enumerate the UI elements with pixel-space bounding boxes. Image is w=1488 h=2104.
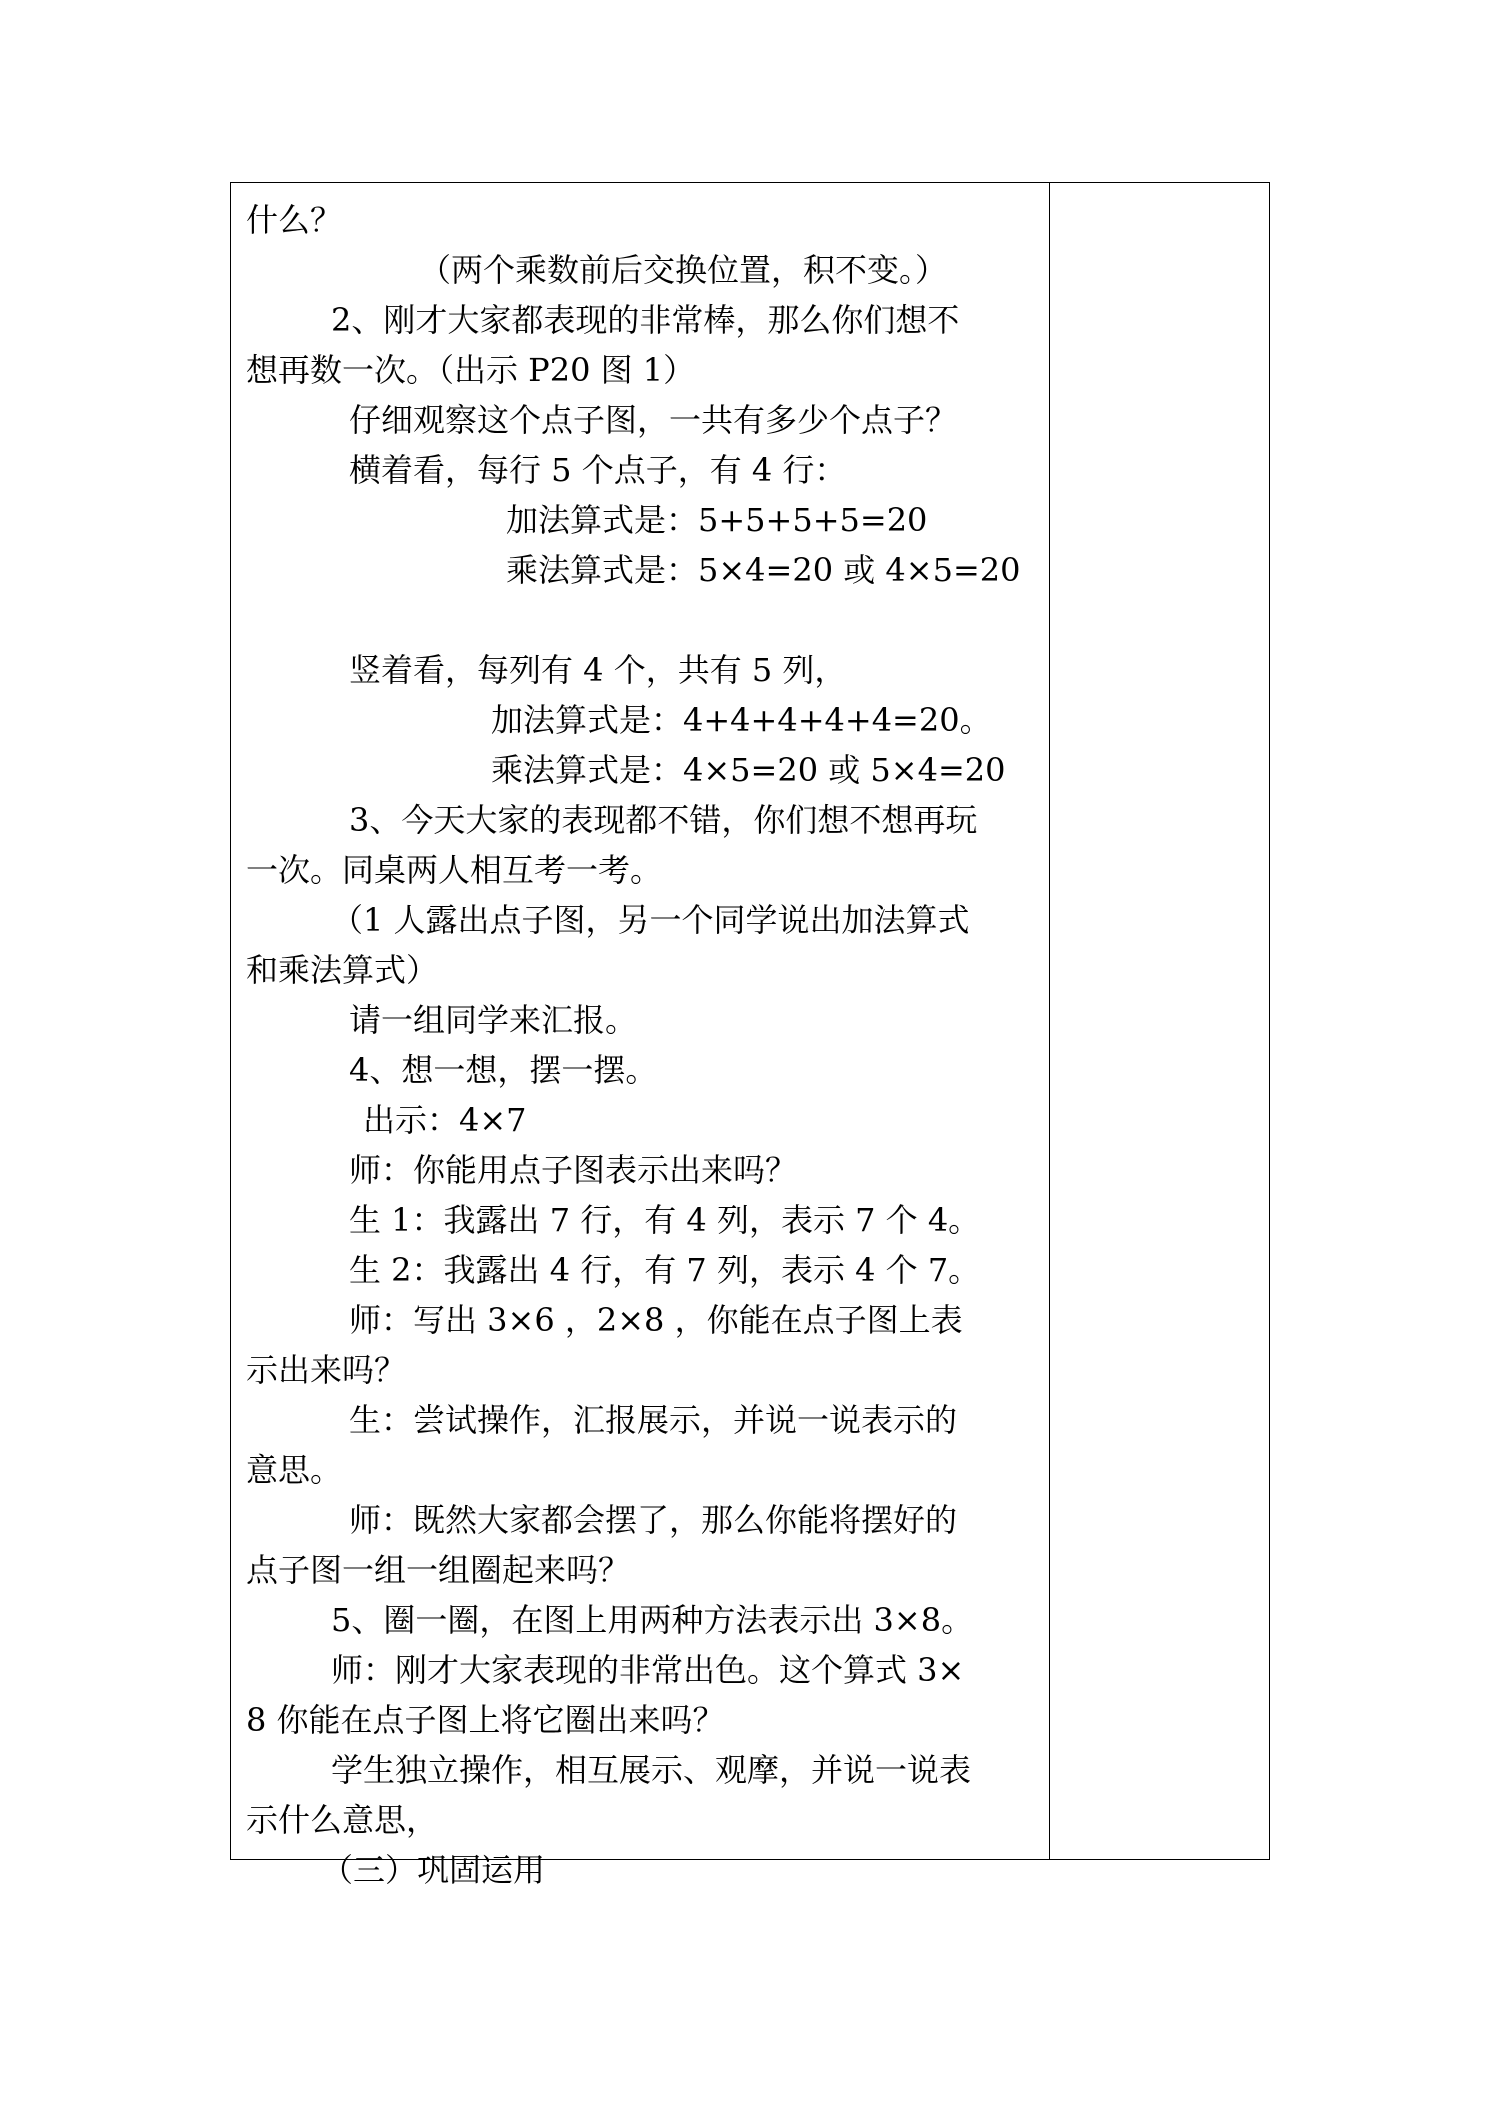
text-line: （1 人露出点子图，另一个同学说出加法算式	[331, 901, 970, 939]
text-line: 乘法算式是：5×4=20 或 4×5=20	[506, 551, 1021, 589]
text-line: 请一组同学来汇报。	[349, 1001, 638, 1039]
text-line: 仔细观察这个点子图，一共有多少个点子？	[349, 401, 958, 439]
text-line: 8 你能在点子图上将它圈出来吗？	[246, 1701, 725, 1739]
text-line: 点子图一组一组圈起来吗？	[246, 1551, 631, 1589]
text-line: 师：刚才大家表现的非常出色。这个算式 3×	[331, 1651, 965, 1689]
text-line: 竖着看，每列有 4 个，共有 5 列，	[349, 651, 847, 689]
text-line: 加法算式是：5+5+5+5=20	[506, 501, 928, 539]
text-line: 什么？	[246, 201, 343, 239]
text-line: 2、刚才大家都表现的非常棒，那么你们想不	[331, 301, 960, 339]
text-line: 示什么意思，	[246, 1801, 439, 1839]
text-line: 示出来吗？	[246, 1351, 407, 1389]
text-line: 乘法算式是：4×5=20 或 5×4=20	[491, 751, 1006, 789]
text-line: 4、想一想，摆一摆。	[349, 1051, 658, 1089]
lesson-table	[230, 182, 1270, 1889]
text-line: （三）巩固运用	[321, 1851, 546, 1889]
text-line: 5、圈一圈，在图上用两种方法表示出 3×8。	[331, 1601, 974, 1639]
text-line: （两个乘数前后交换位置，积不变。）	[419, 251, 948, 289]
text-line: 一次。同桌两人相互考一考。	[246, 851, 663, 889]
column-divider	[1049, 183, 1050, 1859]
text-line: 师：写出 3×6 ，2×8 ，你能在点子图上表	[349, 1301, 963, 1339]
text-line: 加法算式是：4+4+4+4+4=20。	[491, 701, 992, 739]
text-line: 横着看，每行 5 个点子，有 4 行：	[349, 451, 847, 489]
text-line: 和乘法算式）	[246, 951, 439, 989]
text-line: 学生独立操作，相互展示、观摩，并说一说表	[331, 1751, 972, 1789]
text-line: 想再数一次。（出示 P20 图 1）	[246, 351, 696, 389]
text-line: 师：你能用点子图表示出来吗？	[349, 1151, 798, 1189]
text-line: 出示：4×7	[363, 1101, 527, 1139]
text-line: 3、今天大家的表现都不错，你们想不想再玩	[349, 801, 978, 839]
text-line: 生：尝试操作，汇报展示，并说一说表示的	[349, 1401, 958, 1439]
text-line: 生 1：我露出 7 行，有 4 列，表示 7 个 4。	[349, 1201, 981, 1239]
text-line: 师：既然大家都会摆了，那么你能将摆好的	[349, 1501, 958, 1539]
text-line: 生 2：我露出 4 行，有 7 列，表示 4 个 7。	[349, 1251, 981, 1289]
text-line: 意思。	[246, 1451, 343, 1489]
